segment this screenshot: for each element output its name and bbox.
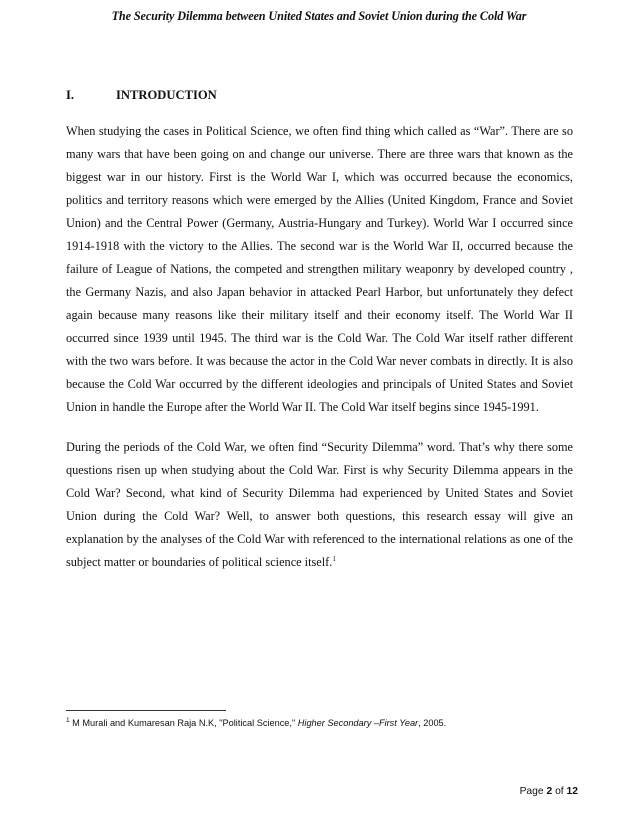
footnote-text-after: , 2005. bbox=[418, 718, 447, 728]
section-title: INTRODUCTION bbox=[116, 88, 217, 102]
footnote-text-before: M Murali and Kumaresan Raja N.K, "Political Science," bbox=[69, 718, 298, 728]
page-number-prefix: Page bbox=[519, 786, 547, 797]
paragraph-security-dilemma bbox=[66, 436, 573, 574]
footnote bbox=[66, 718, 446, 728]
page-number-current: 2 bbox=[546, 786, 553, 797]
footnote-book-title: Higher Secondary –First Year bbox=[297, 718, 419, 728]
running-header: The Security Dilemma between United States and Soviet Union during the Cold War bbox=[111, 9, 527, 23]
footnote-marker: 1 bbox=[66, 717, 70, 724]
footnote-separator bbox=[66, 710, 226, 711]
page-number-separator: of bbox=[552, 786, 567, 797]
section-heading bbox=[66, 88, 217, 103]
footnote-reference[interactable]: 1 bbox=[332, 555, 336, 563]
paragraph-intro: When studying the cases in Political Science, we often find thing which called as “War”. There are so many wars that have been going on and change our universe. There are three wars that known as the biggest war in our history. First is the World War I, which was occurred because the economics, politics and territory reasons which were emerged by the Allies (United Kingdom, France and Soviet Union) and the Central Power (Germany, Austria-Hungary and Turkey). World War I occurred since 1914-1918 with the victory to the Allies. The second war is the World War II, occurred because the failure of League of Nations, the competed and strengthen military weaponry by developed country , the Germany Nazis, and also Japan behavior in attacked Pearl Harbor, but unfortunately they defect again because many reasons like their military itself and their economy itself. The World War II occurred since 1939 until 1945. The third war is the Cold War. The Cold War itself rather different with the two wars before. It was because the actor in the Cold War never combats in directly. It is also because the Cold War occurred by the different ideologies and principals of United States and Soviet Union in handle the Europe after the World War II. The Cold War itself begins since 1945-1991. bbox=[66, 124, 573, 414]
section-number: I. bbox=[66, 88, 75, 102]
page-number bbox=[520, 786, 578, 797]
page-number-total: 12 bbox=[566, 786, 578, 797]
paragraph-text: During the periods of the Cold War, we often find “Security Dilemma” word. That’s why there some questions risen up when studying about the Cold War. First is why Security Dilemma appears in the Cold War? Second, what kind of Security Dilemma had experienced by United States and Soviet Union during the Cold War? Well, to answer both questions, this research essay will give an explanation by the analyses of the Cold War with referenced to the international relations as one of the subject matter or boundaries of political science itself. bbox=[66, 440, 573, 569]
